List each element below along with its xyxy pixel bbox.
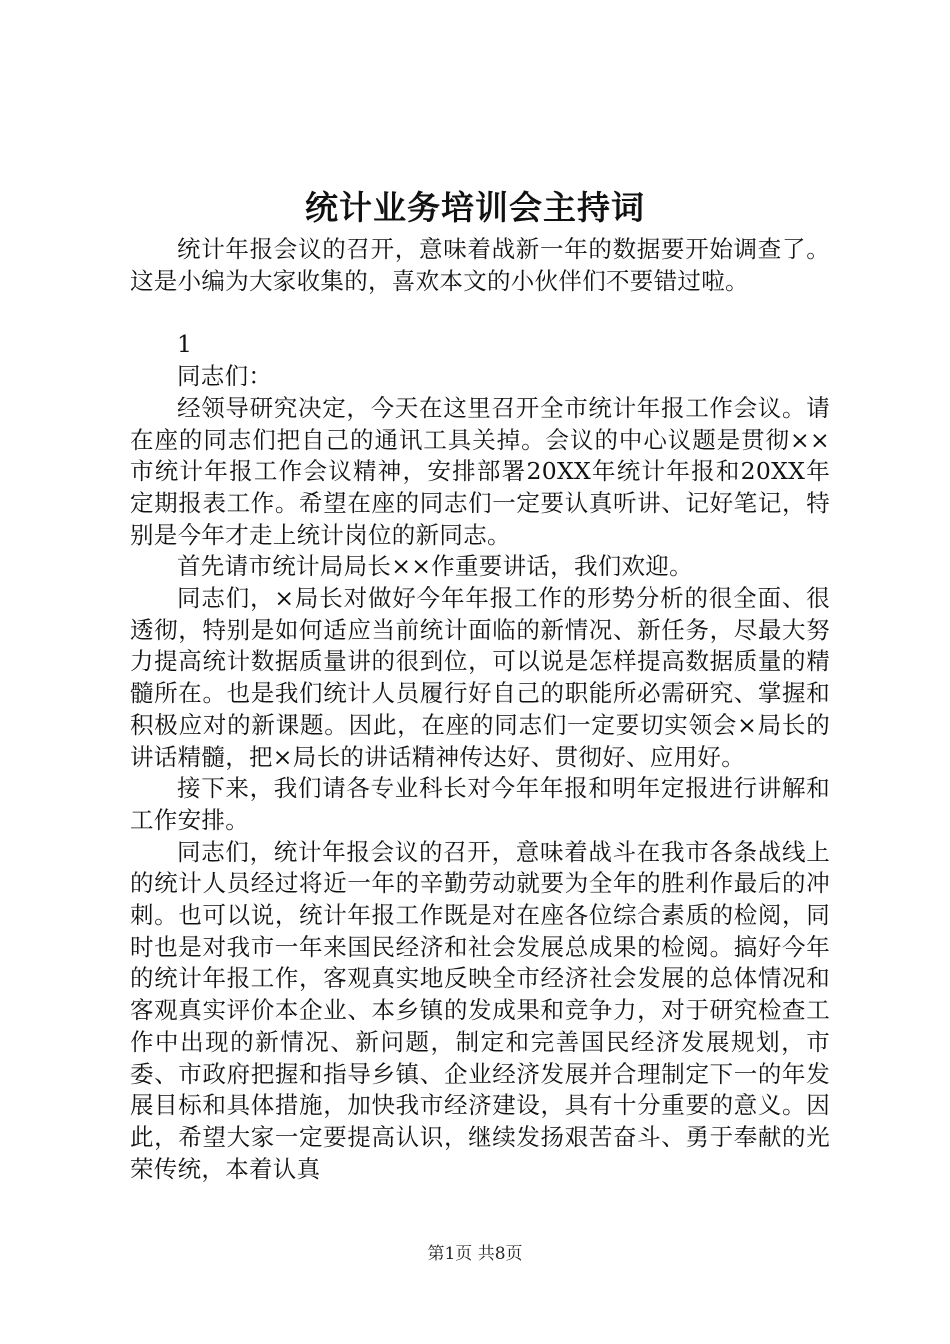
body-paragraph: 经领导研究决定，今天在这里召开全市统计年报工作会议。请在座的同志们把自己的通讯工具关掉。会议的中心议题是贯彻××市统计年报工作会议精神，安排部署20XX年统计年报和20XX年定期报表工作。希望在座的同志们一定要认真听讲、记好笔记，特别是今年才走上统计岗位的新同志。 xyxy=(130,393,830,549)
page-footer: 第1页 共8页 xyxy=(427,1244,523,1264)
document-body xyxy=(130,234,830,1185)
document-title: 统计业务培训会主持词 xyxy=(305,188,645,227)
body-paragraph: 同志们，×局长对做好今年年报工作的形势分析的很全面、很透彻，特别是如何适应当前统计面临的新情况、新任务，尽最大努力提高统计数据质量讲的很到位，可以说是怎样提高数据质量的精髓所在。也是我们统计人员履行好自己的职能所必需研究、掌握和积极应对的新课题。因此，在座的同志们一定要切实领会×局长的讲话精髓，把×局长的讲话精神传达好、贯彻好、应用好。 xyxy=(130,584,830,771)
body-paragraph: 接下来，我们请各专业科长对今年年报和明年定报进行讲解和工作安排。 xyxy=(130,774,830,834)
spacer xyxy=(130,297,830,329)
body-paragraph: 首先请市统计局局长××作重要讲话，我们欢迎。 xyxy=(177,552,693,581)
intro-paragraph: 统计年报会议的召开，意味着战新一年的数据要开始调查了。这是小编为大家收集的，喜欢本文的小伙伴们不要错过啦。 xyxy=(130,235,830,295)
body-paragraph: 同志们，统计年报会议的召开，意味着战斗在我市各条战线上的统计人员经过将近一年的辛勤劳动就要为全年的胜利作最后的冲刺。也可以说，统计年报工作既是对在座各位综合素质的检阅，同时也是对我市一年来国民经济和社会发展总成果的检阅。搞好今年的统计年报工作，客观真实地反映全市经济社会发展的总体情况和客观真实评价本企业、本乡镇的发成果和竞争力，对于研究检查工作中出现的新情况、新问题，制定和完善国民经济发展规划，市委、市政府把握和指导乡镇、企业经济发展并合理制定下一的年发展目标和具体措施，加快我市经济建设，具有十分重要的意义。因此，希望大家一定要提高认识，继续发扬艰苦奋斗、勇于奉献的光荣传统，本着认真 xyxy=(130,837,830,1183)
section-number: 1 xyxy=(177,330,192,359)
body-paragraph: 同志们： xyxy=(177,362,273,391)
